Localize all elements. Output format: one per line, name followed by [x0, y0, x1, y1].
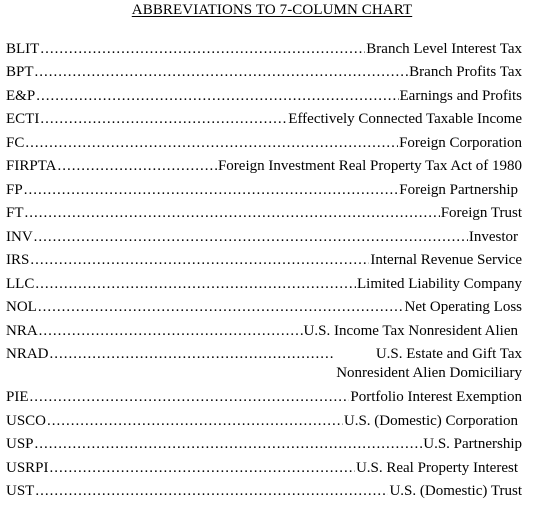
dot-leader: [35, 63, 409, 81]
abbreviation: USP: [6, 436, 34, 452]
dot-leader: [24, 181, 399, 199]
abbreviation-meaning: Branch Profits Tax: [409, 64, 522, 80]
abbreviation-meaning: U.S. (Domestic) Corporation: [343, 412, 518, 429]
list-item: [6, 128, 522, 152]
abbreviation: INV: [6, 228, 33, 245]
abbreviation-meaning: U.S. Partnership: [423, 436, 522, 452]
dot-leader: [50, 345, 336, 363]
abbreviation-meaning: Foreign Investment Real Property Tax Act of 1980: [217, 158, 522, 174]
abbreviation: UST: [6, 483, 35, 499]
abbreviation-meaning: Limited Liability Company: [357, 275, 522, 292]
abbreviation: IRS: [6, 252, 30, 268]
abbreviation: BPT: [6, 64, 34, 80]
abbreviation: LLC: [6, 275, 35, 292]
list-item: [6, 430, 522, 454]
list-item: [6, 316, 522, 340]
dot-leader: [50, 459, 355, 477]
dot-leader: [35, 275, 356, 293]
list-item: [6, 269, 522, 293]
abbreviation: PIE: [6, 389, 29, 405]
dot-leader: [40, 110, 287, 128]
abbreviation: FP: [6, 181, 23, 198]
dot-leader: [25, 134, 398, 152]
list-item: [6, 406, 522, 430]
abbreviation-meaning: Foreign Corporation: [399, 134, 522, 151]
dot-leader: [57, 157, 216, 175]
abbreviation: FC: [6, 134, 25, 151]
list-item: [6, 105, 522, 129]
list-item: [6, 199, 522, 223]
dot-leader: [35, 435, 423, 453]
page-title: [0, 1, 544, 19]
dot-leader: [40, 40, 365, 58]
abbreviation: BLIT: [6, 40, 40, 57]
abbreviation-meaning: U.S. Real Property Interest: [355, 459, 518, 476]
list-item: [6, 340, 522, 383]
dot-leader: [36, 87, 398, 105]
abbreviation-meaning: Effectively Connected Taxable Income: [288, 111, 522, 127]
abbreviation: USRPI: [6, 459, 49, 476]
list-item: [6, 453, 522, 477]
abbreviation-meaning: Branch Level Interest Tax: [366, 40, 522, 57]
abbreviation: FIRPTA: [6, 158, 57, 174]
list-item: [6, 222, 522, 246]
dot-leader: [30, 251, 369, 269]
abbreviation-meaning: [336, 345, 522, 382]
dot-leader: [35, 482, 388, 500]
abbreviation: E&P: [6, 87, 36, 104]
abbreviation-meaning: Investor: [468, 228, 518, 245]
abbreviation-meaning: Portfolio Interest Exemption: [350, 389, 522, 405]
abbreviation: ECTI: [6, 111, 40, 127]
list-item: [6, 246, 522, 270]
abbreviation-meaning: Foreign Partnership: [399, 181, 518, 198]
abbreviation-meaning: Earnings and Profits: [399, 87, 522, 104]
dot-leader: [25, 204, 440, 222]
abbreviation-list: [6, 34, 522, 500]
page-title-text: ABBREVIATIONS TO 7-COLUMN CHART: [131, 2, 413, 18]
abbreviation-meaning: U.S. Income Tax Nonresident Alien: [303, 322, 518, 339]
abbreviation: NRAD: [6, 345, 49, 362]
list-item: [6, 383, 522, 407]
list-item: [6, 81, 522, 105]
abbreviation-meaning: Foreign Trust: [440, 205, 522, 221]
list-item: [6, 477, 522, 501]
abbreviation: NOL: [6, 299, 37, 315]
abbreviation-meaning: U.S. (Domestic) Trust: [389, 483, 522, 499]
list-item: [6, 175, 522, 199]
abbreviation: NRA: [6, 322, 38, 339]
dot-leader: [38, 298, 404, 316]
list-item: [6, 293, 522, 317]
dot-leader: [30, 388, 350, 406]
abbreviation-meaning: Net Operating Loss: [404, 299, 522, 315]
dot-leader: [39, 322, 303, 340]
dot-leader: [34, 228, 468, 246]
abbreviation-meaning: Internal Revenue Service: [370, 252, 522, 268]
abbreviation: FT: [6, 205, 24, 221]
abbreviation-meaning-line1: U.S. Estate and Gift Tax: [375, 345, 522, 362]
list-item: [6, 34, 522, 58]
abbreviation: USCO: [6, 412, 47, 429]
abbreviation-meaning-line2: Nonresident Alien Domiciliary: [336, 364, 522, 381]
list-item: [6, 152, 522, 176]
list-item: [6, 58, 522, 82]
dot-leader: [47, 412, 343, 430]
